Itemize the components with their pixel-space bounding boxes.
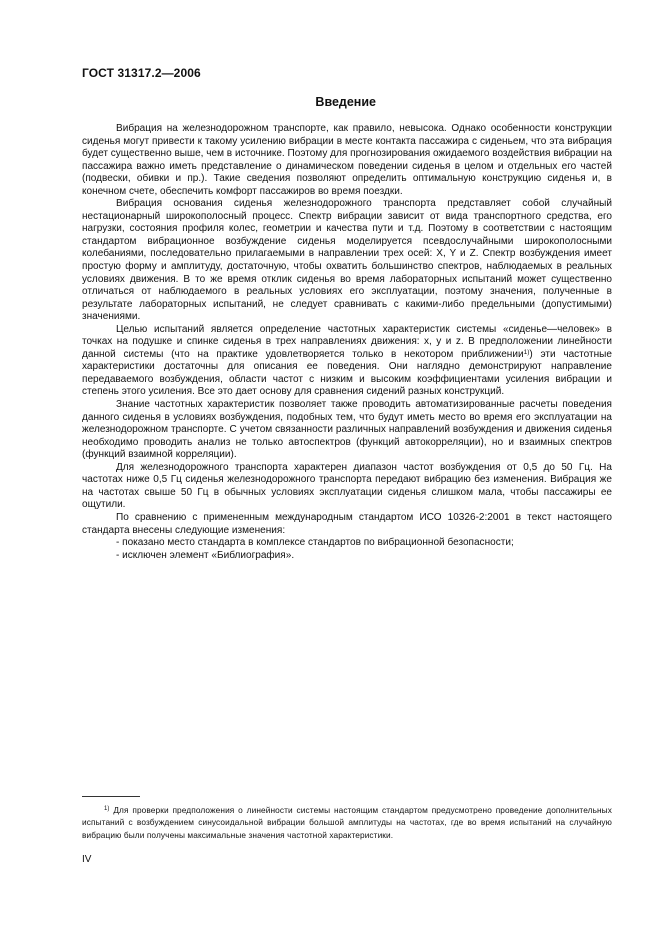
section-title: Введение — [315, 95, 376, 109]
paragraph-1: Вибрация на железнодорожном транспорте, как правило, невысока. Однако особенности конструкции сиденья могут привести к такому усилению вибрации в месте контакта пассажира с сиденьем, что эта вибрация будет существенно выше, чем в источнике. Поэтому для прогнозирования ожидаемого воздействия вибрации на пассажира важно иметь представление о динамическом поведении сиденья в целом и отдельных его частей (подвески, обивки и пр.). Такие сведения позволяют определить оптимальную конструкцию сиденья и, в конечном счете, обеспечить комфорт пассажиров во время поездки. — [82, 123, 612, 197]
footnote-reference: 1) — [523, 348, 530, 356]
list-item: - исключен элемент «Библиография». — [116, 549, 295, 561]
standard-header: ГОСТ 31317.2—2006 — [82, 66, 201, 80]
paragraph-3 — [82, 324, 612, 399]
footnote-divider — [82, 796, 140, 797]
paragraph-5: Для железнодорожного транспорта характерен диапазон частот возбуждения от 0,5 до 50 Гц. На частотах ниже 0,5 Гц сиденья железнодорожного транспорта передают вибрацию без изменения. Вибрация же на частотах свыше 50 Гц в обычных условиях эксплуатации сиденья слишком мала, чтобы пассажиры ее ощутили. — [82, 461, 612, 511]
paragraph-4: Знание частотных характеристик позволяет также проводить автоматизированные расчеты поведения данного сиденья в условиях возбуждения, подобных тем, что будут иметь место во время его эксплуатации на железнодорожном транспорте. С учетом связанности различных направлений возбуждения и движения сиденья необходимо проводить анализ не только автоспектров (функций автокорреляции), но и взаимных спектров (функций взаимной корреляции). — [82, 399, 612, 461]
page-number: IV — [82, 854, 92, 865]
paragraph-3-part-1: Целью испытаний является определение частотных характеристик системы «сиденье—человек» в точках на подушке и спинке сиденья в трех направлениях движения: x, y и z. В предположении линейности данной системы (что на практике удовлетворяется только в некотором приближении — [82, 323, 612, 360]
paragraph-6: По сравнению с примененным международным стандартом ИСО 10326-2:2001 в текст настоящего стандарта внесены следующие изменения: — [82, 511, 612, 536]
body-text — [82, 123, 612, 562]
section-title-wrap — [82, 95, 610, 109]
footnote-text: Для проверки предположения о линейности системы настоящим стандартом предусмотрено проведение дополнительных испытаний с возбуждением синусоидальной вибрации большой амплитуды на частотах, где во время испытаний на случайную вибрацию были получены максимальные значения частотной характеристики. — [82, 805, 612, 840]
footnote-marker: 1) — [104, 806, 110, 812]
footnote — [82, 804, 612, 841]
paragraph-2: Вибрация основания сиденья железнодорожного транспорта представляет собой случайный нестационарный широкополосный процесс. Спектр вибрации зависит от вида транспортного средства, его нагрузки, состояния профиля колес, геометрии и качества пути и т.д. Поэтому в соответствии с настоящим стандартом вибрационное возбуждение сиденья моделируется псевдослучайными широкополосными колебаниями, последовательно прилагаемыми в направлении трех осей: X, Y и Z. Спектр возбуждения имеет простую форму и амплитуду, достаточную, чтобы охватить большинство спектров, наблюдаемых в реальных условиях движения. В то же время отклик сиденья во время лабораторных испытаний может существенно отличаться от наблюдаемого в реальных условиях его эксплуатации, поэтому значения, полученные в результате лабораторных испытаний, не следует сравнивать с какими-либо предельными (допустимыми) значениями. — [82, 198, 612, 323]
paragraph-3-part-2: ) эти частотные характеристики достаточны для описания ее поведения. Они наглядно демонстрируют направление передаваемого возбуждения, области частот с низким и высоким коэффициентами усиления вибрации и степень этого усиления. Все это дает основу для сравнения сидений разных конструкций. — [82, 348, 612, 398]
list-item: - показано место стандарта в комплексе стандартов по вибрационной безопасности; — [116, 537, 514, 549]
